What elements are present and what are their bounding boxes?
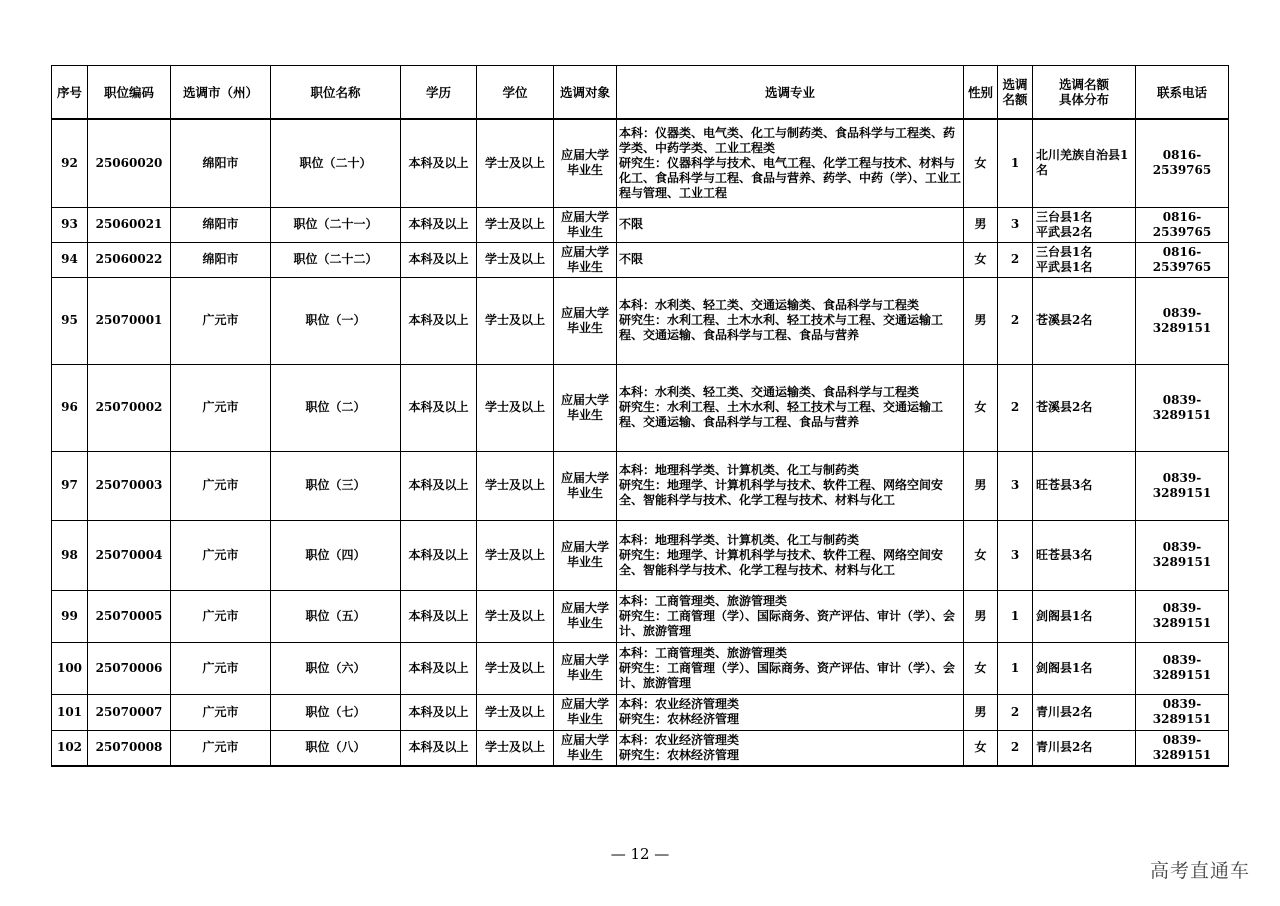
header-distribution: [1033, 66, 1136, 120]
cell-major-text: 本科：水利类、轻工类、交通运输类、食品科学与工程类 研究生：水利工程、土木水利、轻工技术与工程、交通运输工程、交通运输、食品科学与工程、食品与营养: [619, 298, 944, 342]
header-no: 序号: [52, 66, 88, 120]
cell-degree-text: 学士及以上: [484, 608, 545, 623]
cell-education: [401, 590, 477, 642]
cell-code: [88, 730, 171, 766]
cell-quota: [998, 207, 1033, 242]
cell-distribution-text: 旺苍县3名: [1036, 478, 1093, 492]
cell-no-text: 100: [56, 660, 83, 675]
positions-table: [51, 65, 1229, 767]
cell-position-name-text: 职位（四）: [305, 547, 366, 562]
cell-distribution: [1033, 694, 1136, 730]
header-degree: 学位: [477, 66, 554, 120]
cell-major: [617, 590, 964, 642]
cell-phone: [1136, 590, 1229, 642]
cell-education-text: 本科及以上: [408, 740, 469, 755]
cell-phone-text: 0839-3289151: [1152, 653, 1212, 682]
cell-no-text: 92: [61, 155, 78, 170]
cell-degree: [477, 207, 554, 242]
table-row: [52, 642, 1229, 694]
cell-position-name: [271, 642, 401, 694]
table-row: [52, 520, 1229, 590]
cell-no: [52, 694, 88, 730]
cell-city: [171, 694, 271, 730]
cell-education-text: 本科及以上: [408, 217, 469, 231]
cell-quota-text: 1: [1010, 155, 1020, 170]
cell-city: [171, 119, 271, 207]
cell-degree-text: 学士及以上: [484, 478, 545, 492]
cell-quota: [998, 451, 1033, 520]
cell-phone: [1136, 242, 1229, 277]
cell-quota: [998, 694, 1033, 730]
cell-distribution: [1033, 590, 1136, 642]
cell-position-name: [271, 590, 401, 642]
watermark: 高考直通车: [1149, 860, 1250, 882]
cell-code: [88, 242, 171, 277]
cell-no: [52, 730, 88, 766]
cell-no-text: 97: [61, 478, 78, 492]
cell-education-text: 本科及以上: [408, 400, 469, 414]
cell-phone: [1136, 207, 1229, 242]
cell-position-name-text: 职位（二十一）: [293, 217, 378, 231]
cell-major-text: 本科：地理科学类、计算机类、化工与制药类 研究生：地理学、计算机科学与技术、软件工程、网络空间安全、智能科学与技术、化学工程与技术、材料与化工: [619, 463, 944, 507]
cell-degree: [477, 520, 554, 590]
cell-degree: [477, 451, 554, 520]
cell-code: [88, 277, 171, 364]
cell-no-text: 94: [61, 252, 78, 266]
cell-degree: [477, 242, 554, 277]
cell-city: [171, 642, 271, 694]
cell-code: [88, 520, 171, 590]
cell-code: [88, 207, 171, 242]
header-position-name: 职位名称: [271, 66, 401, 120]
cell-quota: [998, 277, 1033, 364]
cell-phone: [1136, 694, 1229, 730]
cell-major: [617, 242, 964, 277]
cell-city-text: 广元市: [202, 740, 239, 755]
cell-phone: [1136, 520, 1229, 590]
cell-quota-text: 2: [1010, 313, 1020, 327]
header-quota-text: 选调 名额: [1002, 77, 1028, 107]
cell-gender: [964, 242, 998, 277]
cell-major: [617, 207, 964, 242]
cell-target: [554, 242, 617, 277]
cell-gender-text: 女: [974, 252, 987, 266]
cell-quota: [998, 730, 1033, 766]
table-body: [52, 119, 1229, 766]
cell-major: [617, 730, 964, 766]
cell-city: [171, 277, 271, 364]
cell-degree: [477, 119, 554, 207]
cell-quota-text: 1: [1010, 608, 1020, 623]
cell-code-text: 25060022: [95, 252, 163, 266]
cell-no: [52, 364, 88, 451]
cell-distribution-text: 北川羌族自治县1名: [1036, 148, 1129, 178]
cell-quota: [998, 364, 1033, 451]
cell-position-name: [271, 364, 401, 451]
cell-position-name-text: 职位（二十二）: [293, 252, 378, 266]
cell-degree: [477, 364, 554, 451]
cell-education-text: 本科及以上: [408, 155, 469, 170]
cell-city-text: 广元市: [202, 704, 239, 719]
cell-major-text: 本科：水利类、轻工类、交通运输类、食品科学与工程类 研究生：水利工程、土木水利、轻工技术与工程、交通运输工程、交通运输、食品科学与工程、食品与营养: [619, 385, 944, 429]
cell-city-text: 绵阳市: [202, 155, 239, 170]
cell-distribution-text: 青川县2名: [1036, 740, 1093, 755]
cell-code: [88, 642, 171, 694]
table-row: [52, 730, 1229, 766]
cell-degree: [477, 590, 554, 642]
cell-distribution: [1033, 730, 1136, 766]
cell-gender: [964, 364, 998, 451]
cell-city-text: 广元市: [202, 660, 239, 675]
cell-code: [88, 119, 171, 207]
cell-major-text: 本科：农业经济管理类 研究生：农林经济管理: [619, 732, 740, 762]
cell-gender-text: 男: [974, 217, 987, 231]
cell-code-text: 25060020: [95, 155, 163, 170]
cell-target-text: 应届大学毕业生: [560, 732, 609, 762]
cell-distribution-text: 剑阁县1名: [1036, 660, 1093, 675]
cell-city-text: 广元市: [202, 608, 239, 623]
cell-quota-text: 3: [1010, 217, 1020, 231]
cell-distribution: [1033, 451, 1136, 520]
cell-city-text: 绵阳市: [202, 217, 239, 231]
cell-position-name-text: 职位（六）: [305, 660, 366, 675]
cell-gender: [964, 119, 998, 207]
cell-phone-text: 0839-3289151: [1152, 392, 1212, 422]
cell-position-name: [271, 520, 401, 590]
cell-target: [554, 520, 617, 590]
cell-target-text: 应届大学毕业生: [560, 653, 609, 682]
cell-quota-text: 3: [1010, 547, 1020, 562]
cell-no-text: 98: [61, 547, 78, 562]
cell-phone-text: 0839-3289151: [1152, 601, 1212, 630]
cell-gender-text: 女: [974, 547, 987, 562]
cell-phone: [1136, 451, 1229, 520]
cell-education: [401, 242, 477, 277]
cell-phone: [1136, 119, 1229, 207]
cell-city-text: 广元市: [202, 478, 239, 492]
cell-position-name-text: 职位（二十）: [299, 155, 372, 170]
cell-major: [617, 119, 964, 207]
cell-phone-text: 0816-2539765: [1152, 148, 1212, 178]
cell-no-text: 95: [61, 313, 78, 327]
cell-quota: [998, 590, 1033, 642]
cell-no: [52, 590, 88, 642]
cell-degree-text: 学士及以上: [484, 313, 545, 327]
header-education: 学历: [401, 66, 477, 120]
cell-code-text: 25070005: [95, 608, 163, 623]
cell-major: [617, 642, 964, 694]
cell-no-text: 93: [61, 217, 78, 231]
table-row: [52, 242, 1229, 277]
cell-distribution-text: 苍溪县2名: [1036, 400, 1093, 414]
cell-degree: [477, 642, 554, 694]
cell-education-text: 本科及以上: [408, 313, 469, 327]
cell-code-text: 25070007: [95, 704, 163, 719]
cell-major-text: 本科：仪器类、电气类、化工与制药类、食品科学与工程类、药学类、中药学类、工业工程类 研究生：仪器科学与技术、电气工程、化学工程与技术、材料与化工、食品科学与工程、食品与营养、药学、中药（学）、工业工程与管理、工业工程: [619, 125, 962, 200]
cell-target-text: 应届大学毕业生: [560, 244, 609, 274]
cell-code-text: 25070008: [95, 740, 163, 755]
cell-education: [401, 364, 477, 451]
cell-position-name: [271, 451, 401, 520]
cell-city: [171, 242, 271, 277]
cell-target: [554, 451, 617, 520]
cell-target-text: 应届大学毕业生: [560, 305, 609, 335]
cell-target-text: 应届大学毕业生: [560, 470, 609, 500]
cell-gender-text: 女: [974, 155, 987, 170]
cell-education: [401, 730, 477, 766]
header-quota: [998, 66, 1033, 120]
cell-city: [171, 730, 271, 766]
cell-major: [617, 694, 964, 730]
cell-gender: [964, 207, 998, 242]
cell-major-text: 本科：工商管理类、旅游管理类 研究生：工商管理（学）、国际商务、资产评估、审计（学）、会计、旅游管理: [619, 645, 956, 690]
cell-phone: [1136, 642, 1229, 694]
cell-education-text: 本科及以上: [408, 547, 469, 562]
cell-degree-text: 学士及以上: [484, 547, 545, 562]
cell-code: [88, 694, 171, 730]
table-row: [52, 451, 1229, 520]
cell-no: [52, 451, 88, 520]
cell-distribution: [1033, 642, 1136, 694]
cell-education: [401, 520, 477, 590]
cell-major-text: 本科：农业经济管理类 研究生：农林经济管理: [619, 697, 740, 726]
cell-distribution: [1033, 119, 1136, 207]
cell-city: [171, 451, 271, 520]
cell-major-text: 本科：工商管理类、旅游管理类 研究生：工商管理（学）、国际商务、资产评估、审计（学）、会计、旅游管理: [619, 593, 956, 638]
cell-major: [617, 364, 964, 451]
cell-gender: [964, 642, 998, 694]
cell-gender-text: 男: [974, 478, 987, 492]
cell-target-text: 应届大学毕业生: [560, 601, 609, 630]
cell-quota-text: 2: [1010, 740, 1020, 755]
cell-city-text: 绵阳市: [202, 252, 239, 266]
cell-position-name-text: 职位（七）: [305, 704, 366, 719]
cell-education: [401, 119, 477, 207]
header-distribution-text: 选调名额 具体分布: [1058, 77, 1109, 107]
cell-target-text: 应届大学毕业生: [560, 540, 609, 569]
cell-target: [554, 277, 617, 364]
cell-position-name-text: 职位（八）: [305, 740, 366, 755]
cell-distribution: [1033, 364, 1136, 451]
table-row: [52, 694, 1229, 730]
cell-gender: [964, 694, 998, 730]
cell-code-text: 25070004: [95, 547, 163, 562]
cell-position-name-text: 职位（二）: [305, 400, 366, 414]
cell-phone-text: 0839-3289151: [1152, 470, 1212, 500]
cell-phone-text: 0816-2539765: [1152, 244, 1212, 274]
cell-target: [554, 364, 617, 451]
cell-education-text: 本科及以上: [408, 478, 469, 492]
cell-major-text: 不限: [619, 252, 644, 266]
cell-no: [52, 277, 88, 364]
cell-distribution: [1033, 520, 1136, 590]
cell-education-text: 本科及以上: [408, 608, 469, 623]
cell-position-name: [271, 207, 401, 242]
header-gender: 性别: [964, 66, 998, 120]
cell-code-text: 25070006: [95, 660, 163, 675]
cell-distribution: [1033, 277, 1136, 364]
cell-no: [52, 520, 88, 590]
cell-phone-text: 0839-3289151: [1152, 732, 1212, 762]
cell-quota: [998, 642, 1033, 694]
cell-quota-text: 1: [1010, 660, 1020, 675]
cell-education: [401, 451, 477, 520]
cell-target-text: 应届大学毕业生: [560, 148, 609, 178]
cell-gender-text: 男: [974, 313, 987, 327]
cell-target: [554, 207, 617, 242]
cell-city-text: 广元市: [202, 547, 239, 562]
header-code: 职位编码: [88, 66, 171, 120]
cell-no-text: 101: [56, 704, 83, 719]
cell-distribution-text: 三台县1名 平武县2名: [1036, 209, 1093, 239]
cell-education: [401, 694, 477, 730]
table-row: [52, 364, 1229, 451]
cell-quota-text: 2: [1010, 252, 1020, 266]
cell-degree-text: 学士及以上: [484, 217, 545, 231]
cell-phone: [1136, 277, 1229, 364]
cell-distribution: [1033, 207, 1136, 242]
cell-gender: [964, 730, 998, 766]
cell-quota-text: 2: [1010, 400, 1020, 414]
cell-code: [88, 364, 171, 451]
cell-degree-text: 学士及以上: [484, 660, 545, 675]
cell-distribution-text: 剑阁县1名: [1036, 608, 1093, 623]
cell-phone: [1136, 364, 1229, 451]
cell-city: [171, 364, 271, 451]
cell-degree: [477, 730, 554, 766]
cell-degree-text: 学士及以上: [484, 704, 545, 719]
cell-quota-text: 3: [1010, 478, 1020, 492]
table-row: [52, 277, 1229, 364]
header-target: 选调对象: [554, 66, 617, 120]
header-row: [52, 66, 1229, 120]
cell-distribution-text: 旺苍县3名: [1036, 547, 1093, 562]
cell-target-text: 应届大学毕业生: [560, 392, 609, 422]
table-row: [52, 207, 1229, 242]
header-phone: 联系电话: [1136, 66, 1229, 120]
cell-target: [554, 730, 617, 766]
cell-major-text: 不限: [619, 217, 644, 231]
cell-target-text: 应届大学毕业生: [560, 209, 609, 239]
page-number: — 12 —: [610, 845, 670, 863]
cell-city: [171, 520, 271, 590]
cell-education-text: 本科及以上: [408, 660, 469, 675]
cell-no-text: 102: [56, 740, 83, 755]
cell-no-text: 99: [61, 608, 78, 623]
cell-phone-text: 0839-3289151: [1152, 697, 1212, 726]
cell-city-text: 广元市: [202, 313, 239, 327]
cell-distribution: [1033, 242, 1136, 277]
cell-gender-text: 女: [974, 400, 987, 414]
cell-degree: [477, 277, 554, 364]
cell-degree: [477, 694, 554, 730]
cell-gender-text: 男: [974, 608, 987, 623]
cell-code: [88, 451, 171, 520]
cell-distribution-text: 青川县2名: [1036, 704, 1093, 719]
cell-city: [171, 590, 271, 642]
cell-target: [554, 590, 617, 642]
cell-no: [52, 642, 88, 694]
cell-city: [171, 207, 271, 242]
cell-position-name-text: 职位（五）: [305, 608, 366, 623]
cell-quota: [998, 119, 1033, 207]
cell-distribution-text: 三台县1名 平武县1名: [1036, 244, 1093, 274]
cell-gender: [964, 451, 998, 520]
cell-education: [401, 277, 477, 364]
cell-code-text: 25060021: [95, 217, 163, 231]
cell-degree-text: 学士及以上: [484, 252, 545, 266]
cell-gender-text: 男: [974, 704, 987, 719]
cell-gender-text: 女: [974, 740, 987, 755]
cell-degree-text: 学士及以上: [484, 400, 545, 414]
cell-position-name: [271, 694, 401, 730]
cell-phone-text: 0839-3289151: [1152, 305, 1212, 335]
cell-major-text: 本科：地理科学类、计算机类、化工与制药类 研究生：地理学、计算机科学与技术、软件工程、网络空间安全、智能科学与技术、化学工程与技术、材料与化工: [619, 532, 944, 577]
cell-code-text: 25070002: [95, 400, 163, 414]
cell-gender: [964, 520, 998, 590]
cell-position-name: [271, 242, 401, 277]
cell-position-name: [271, 730, 401, 766]
cell-education: [401, 642, 477, 694]
cell-position-name-text: 职位（三）: [305, 478, 366, 492]
header-city: 选调市（州）: [171, 66, 271, 120]
cell-degree-text: 学士及以上: [484, 155, 545, 170]
cell-code-text: 25070001: [95, 313, 163, 327]
cell-quota: [998, 520, 1033, 590]
cell-gender: [964, 277, 998, 364]
cell-phone: [1136, 730, 1229, 766]
cell-position-name-text: 职位（一）: [305, 313, 366, 327]
cell-education: [401, 207, 477, 242]
cell-position-name: [271, 119, 401, 207]
cell-no: [52, 207, 88, 242]
cell-city-text: 广元市: [202, 400, 239, 414]
cell-no-text: 96: [61, 400, 78, 414]
cell-code: [88, 590, 171, 642]
cell-quota: [998, 242, 1033, 277]
cell-distribution-text: 苍溪县2名: [1036, 313, 1093, 327]
cell-no: [52, 119, 88, 207]
cell-no: [52, 242, 88, 277]
cell-major: [617, 277, 964, 364]
header-major: 选调专业: [617, 66, 964, 120]
cell-major: [617, 451, 964, 520]
table-row: [52, 590, 1229, 642]
cell-target-text: 应届大学毕业生: [560, 697, 609, 726]
cell-education-text: 本科及以上: [408, 252, 469, 266]
cell-phone-text: 0816-2539765: [1152, 209, 1212, 239]
cell-target: [554, 642, 617, 694]
cell-degree-text: 学士及以上: [484, 740, 545, 755]
cell-quota-text: 2: [1010, 704, 1020, 719]
cell-gender: [964, 590, 998, 642]
cell-code-text: 25070003: [95, 478, 163, 492]
cell-major: [617, 520, 964, 590]
cell-target: [554, 119, 617, 207]
cell-education-text: 本科及以上: [408, 704, 469, 719]
cell-gender-text: 女: [974, 660, 987, 675]
cell-target: [554, 694, 617, 730]
table-row: [52, 119, 1229, 207]
cell-position-name: [271, 277, 401, 364]
cell-phone-text: 0839-3289151: [1152, 540, 1212, 569]
